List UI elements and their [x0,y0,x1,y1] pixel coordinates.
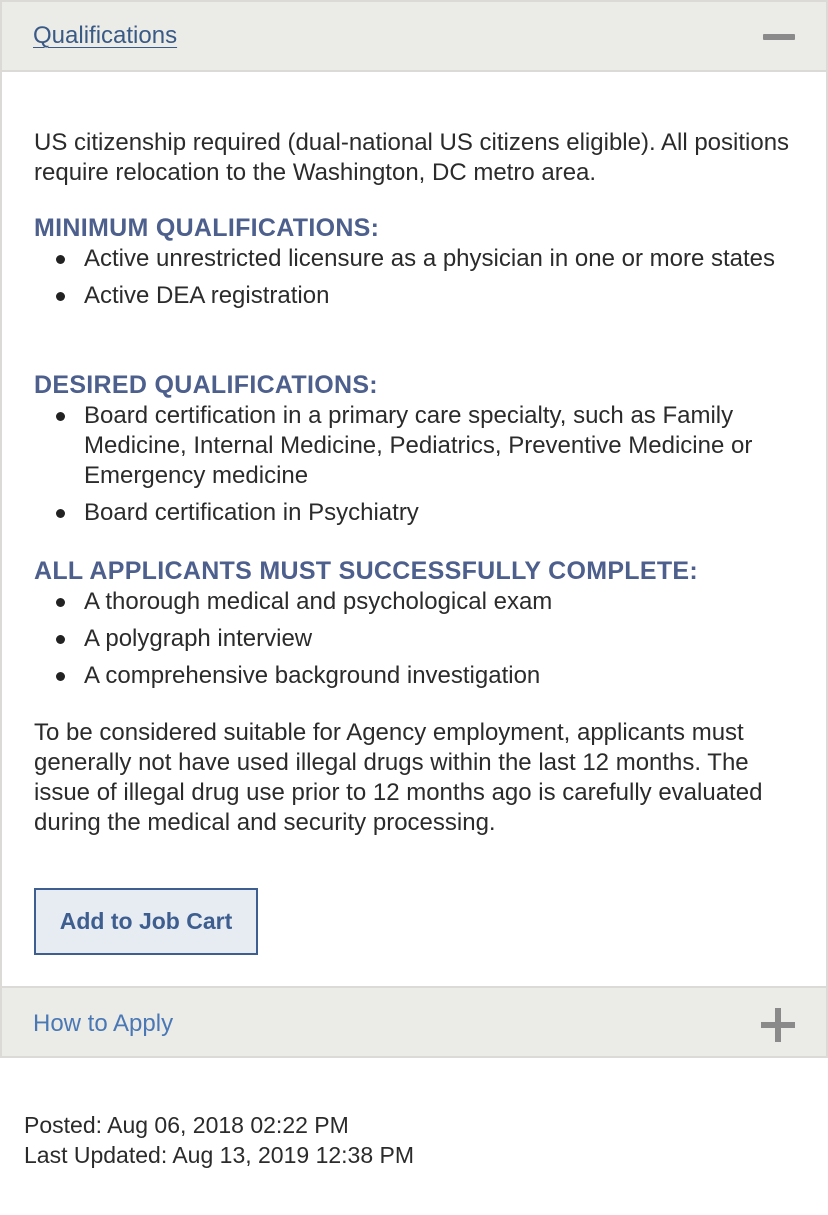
add-to-job-cart-button[interactable]: Add to Job Cart [34,888,258,955]
desired-qualifications-heading: DESIRED QUALIFICATIONS: [34,371,378,399]
qualifications-content [0,72,828,988]
citizenship-paragraph: US citizenship required (dual-national US citizens eligible). All positions require relocation to the Washington, DC metro area. [34,129,790,186]
how-to-apply-title[interactable]: How to Apply [33,1010,174,1037]
list-item: Active unrestricted licensure as a physician in one or more states [34,244,794,274]
list-item: A thorough medical and psychological exam [34,587,794,617]
how-to-apply-header[interactable] [0,986,828,1058]
drug-policy-paragraph: To be considered suitable for Agency employment, applicants must generally not have used illegal drugs within the last 12 months. The issue of illegal drug use prior to 12 months ago is carefully evaluated during the medical and security processing. [34,719,763,836]
required-steps-list [34,587,794,698]
list-item: Board certification in a primary care specialty, such as Family Medicine, Internal Medicine, Pediatrics, Preventive Medicine or Emergency medicine [34,401,794,491]
last-updated-date: Last Updated: Aug 13, 2019 12:38 PM [24,1142,415,1168]
list-item: Active DEA registration [34,281,794,311]
list-item: A polygraph interview [34,624,794,654]
minus-icon[interactable] [763,34,795,40]
minimum-qualifications-list [34,244,794,318]
minimum-qualifications-heading: MINIMUM QUALIFICATIONS: [34,214,380,242]
list-item: A comprehensive background investigation [34,661,794,691]
plus-icon[interactable] [761,1008,795,1042]
desired-qualifications-list [34,401,794,535]
list-item: Board certification in Psychiatry [34,498,794,528]
required-steps-heading: ALL APPLICANTS MUST SUCCESSFULLY COMPLETE: [34,557,699,585]
posted-date: Posted: Aug 06, 2018 02:22 PM [24,1112,349,1138]
qualifications-title-link[interactable]: Qualifications [33,22,178,49]
qualifications-header[interactable] [0,0,828,72]
